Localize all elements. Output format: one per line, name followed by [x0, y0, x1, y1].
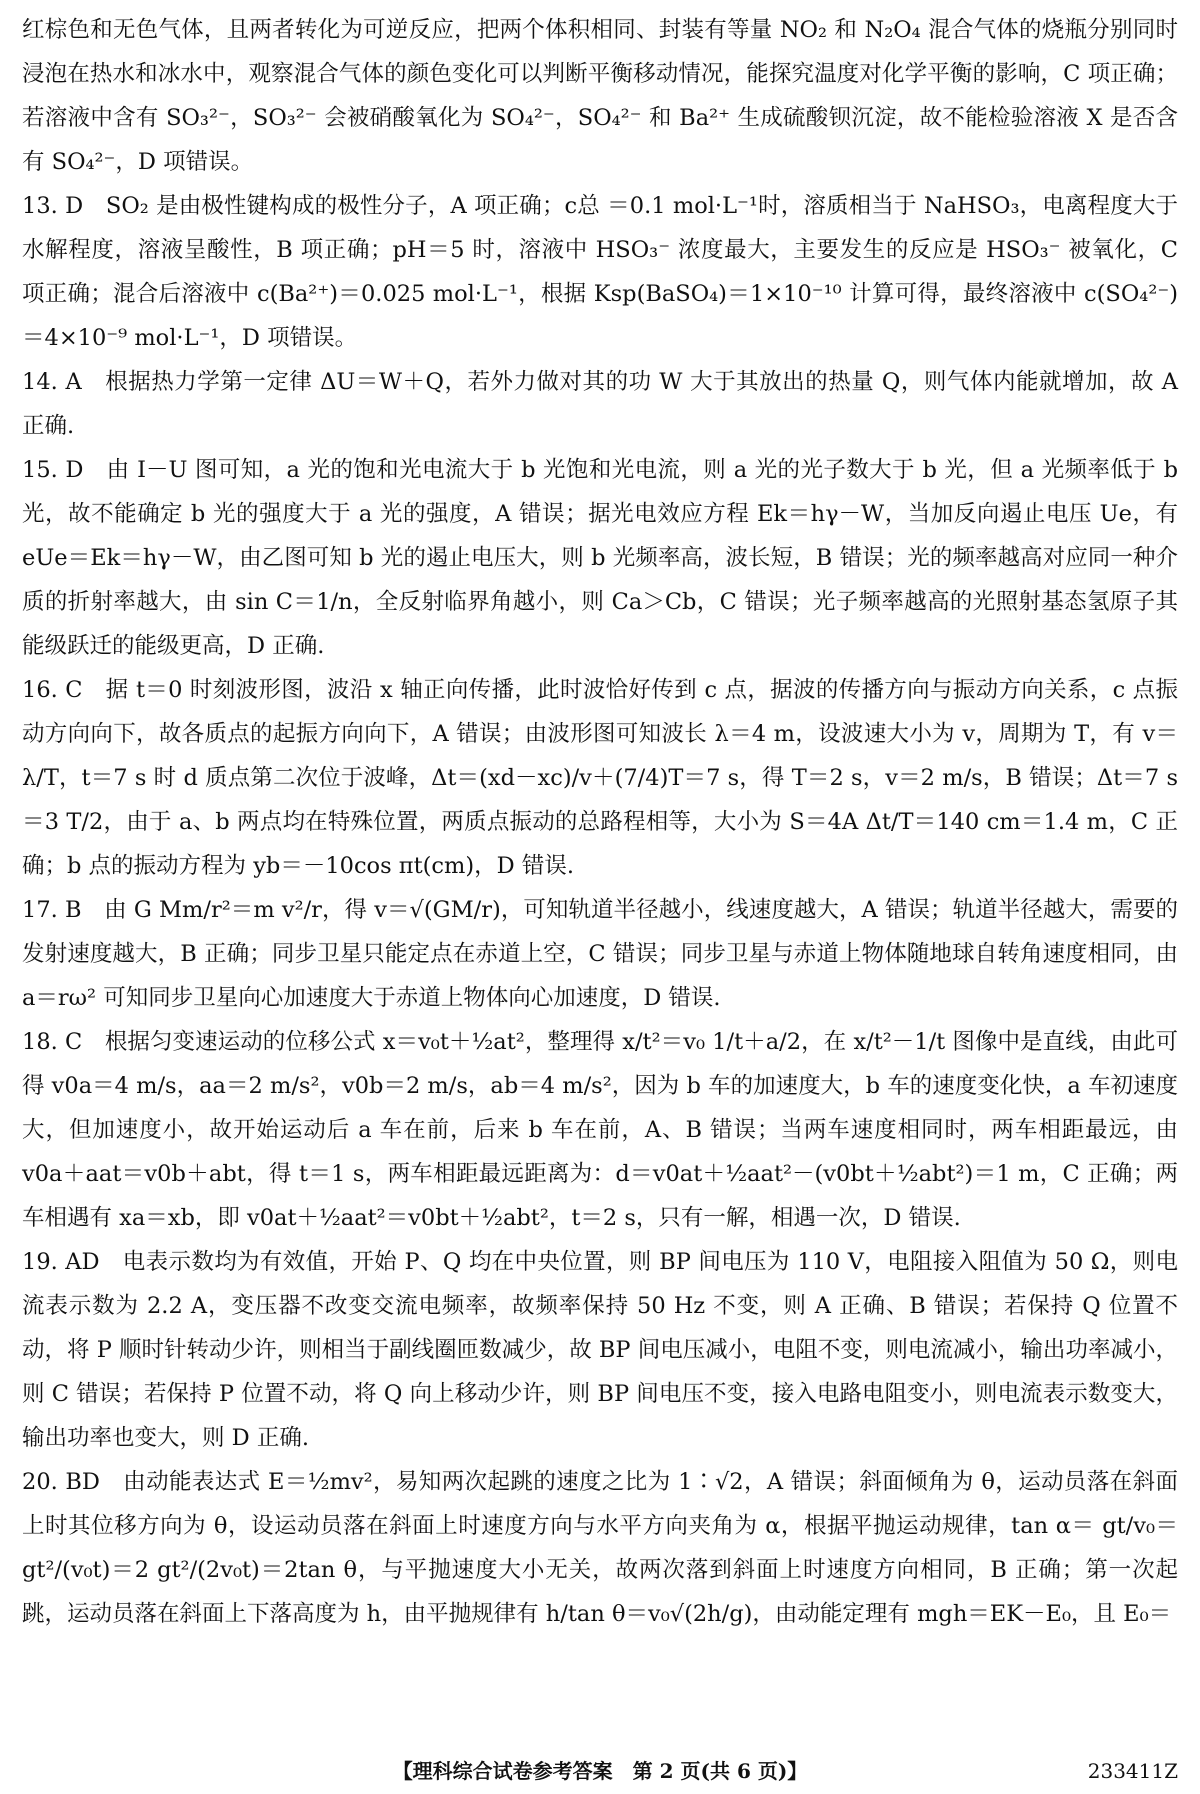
paragraph-continuation: 红棕色和无色气体，且两者转化为可逆反应，把两个体积相同、封装有等量 NO₂ 和 N₂O₄ 混合气体的烧瓶分别同时浸泡在热水和冰水中，观察混合气体的颜色变化可以判断平衡移动情况，能探究温度对化学平衡的影响，C 项正确；若溶液中含有 SO₃²⁻，SO₃²⁻ 会被硝酸氧化为 SO₄²⁻，SO₄²⁻ 和 Ba²⁺ 生成硫酸钡沉淀，故不能检验溶液 X 是否含有 SO₄²⁻，D 项错误。: [22, 17, 1178, 175]
answer-page: [22, 8, 1178, 1636]
answer-13: 13. D SO₂ 是由极性键构成的极性分子，A 项正确；c总 ＝0.1 mol·L⁻¹时，溶质相当于 NaHSO₃，电离程度大于水解程度，溶液呈酸性，B 项正确；pH＝5 时，溶液中 HSO₃⁻ 浓度最大，主要发生的反应是 HSO₃⁻ 被氧化，C 项正确；混合后溶液中 c(Ba²⁺)＝0.025 mol·L⁻¹，根据 Ksp(BaSO₄)＝1×10⁻¹⁰ 计算可得，最终溶液中 c(SO₄²⁻)＝4×10⁻⁹ mol·L⁻¹，D 项错误。: [22, 193, 1178, 351]
answer-18: 18. C 根据匀变速运动的位移公式 x＝v₀t＋½at²，整理得 x/t²＝v₀ 1/t＋a/2，在 x/t²－1/t 图像中是直线，由此可得 v0a＝4 m/s，aa＝2 m/s²，v0b＝2 m/s，ab＝4 m/s²，因为 b 车的加速度大，b 车的速度变化快，a 车初速度大，但加速度小，故开始运动后 a 车在前，后来 b 车在前，A、B 错误；当两车速度相同时，两车相距最远，由 v0a＋aat＝v0b＋abt，得 t＝1 s，两车相距最远距离为：d＝v0at＋½aat²－(v0bt＋½abt²)＝1 m，C 正确；两车相遇有 xa＝xb，即 v0at＋½aat²＝v0bt＋½abt²，t＝2 s，只有一解，相遇一次，D 错误.: [22, 1029, 1178, 1231]
answer-20: 20. BD 由动能表达式 E＝½mv²，易知两次起跳的速度之比为 1∶√2，A 错误；斜面倾角为 θ，运动员落在斜面上时其位移方向为 θ，设运动员落在斜面上时速度方向与水平方向夹角为 α，根据平抛运动规律，tan α＝ gt/v₀＝gt²/(v₀t)＝2 gt²/(2v₀t)＝2tan θ，与平抛速度大小无关，故两次落到斜面上时速度方向相同，B 正确；第一次起跳，运动员落在斜面上下落高度为 h，由平抛规律有 h/tan θ＝v₀√(2h/g)，由动能定理有 mgh＝EK－E₀，且 E₀＝: [22, 1469, 1178, 1627]
answer-15: 15. D 由 I－U 图可知，a 光的饱和光电流大于 b 光饱和光电流，则 a 光的光子数大于 b 光，但 a 光频率低于 b 光，故不能确定 b 光的强度大于 a 光的强度，A 错误；据光电效应方程 Ek＝hγ－W，当加反向遏止电压 Ue，有 eUe＝Ek＝hγ－W，由乙图可知 b 光的遏止电压大，则 b 光频率高，波长短，B 错误；光的频率越高对应同一种介质的折射率越大，由 sin C＝1/n，全反射临界角越小，则 Ca＞Cb，C 错误；光子频率越高的光照射基态氢原子其能级跃迁的能级更高，D 正确.: [22, 457, 1178, 659]
answer-16: 16. C 据 t＝0 时刻波形图，波沿 x 轴正向传播，此时波恰好传到 c 点，据波的传播方向与振动方向关系，c 点振动方向向下，故各质点的起振方向向下，A 错误；由波形图可知波长 λ＝4 m，设波速大小为 v，周期为 T，有 v＝λ/T，t＝7 s 时 d 质点第二次位于波峰，Δt＝(xd－xc)/v＋(7/4)T＝7 s，得 T＝2 s，v＝2 m/s，B 错误；Δt＝7 s＝3 T/2，由于 a、b 两点均在特殊位置，两质点振动的总路程相等，大小为 S＝4A Δt/T＝140 cm＝1.4 m，C 正确；b 点的振动方程为 yb＝－10cos πt(cm)，D 错误.: [22, 677, 1178, 879]
answer-19: 19. AD 电表示数均为有效值，开始 P、Q 均在中央位置，则 BP 间电压为 110 V，电阻接入阻值为 50 Ω，则电流表示数为 2.2 A，变压器不改变交流电频率，故频率保持 50 Hz 不变，则 A 正确、B 错误；若保持 Q 位置不动，将 P 顺时针转动少许，则相当于副线圈匝数减少，故 BP 间电压减小，电阻不变，则电流减小，输出功率减小，则 C 错误；若保持 P 位置不动，将 Q 向上移动少许，则 BP 间电压不变，接入电路电阻变小，则电流表示数变大，输出功率也变大，则 D 正确.: [22, 1249, 1178, 1451]
answer-17: 17. B 由 G Mm/r²＝m v²/r，得 v＝√(GM/r)，可知轨道半径越小，线速度越大，A 错误；轨道半径越大，需要的发射速度越大，B 正确；同步卫星只能定点在赤道上空，C 错误；同步卫星与赤道上物体随地球自转角速度相同，由 a＝rω² 可知同步卫星向心加速度大于赤道上物体向心加速度，D 错误.: [22, 897, 1178, 1011]
answer-14: 14. A 根据热力学第一定律 ΔU＝W＋Q，若外力做对其的功 W 大于其放出的热量 Q，则气体内能就增加，故 A 正确.: [22, 369, 1178, 439]
footer-title: 【理科综合试卷参考答案 第 2 页(共 6 页)】: [392, 1759, 808, 1783]
page-footer: [0, 1756, 1200, 1786]
footer-code: 233411Z: [1087, 1759, 1178, 1783]
